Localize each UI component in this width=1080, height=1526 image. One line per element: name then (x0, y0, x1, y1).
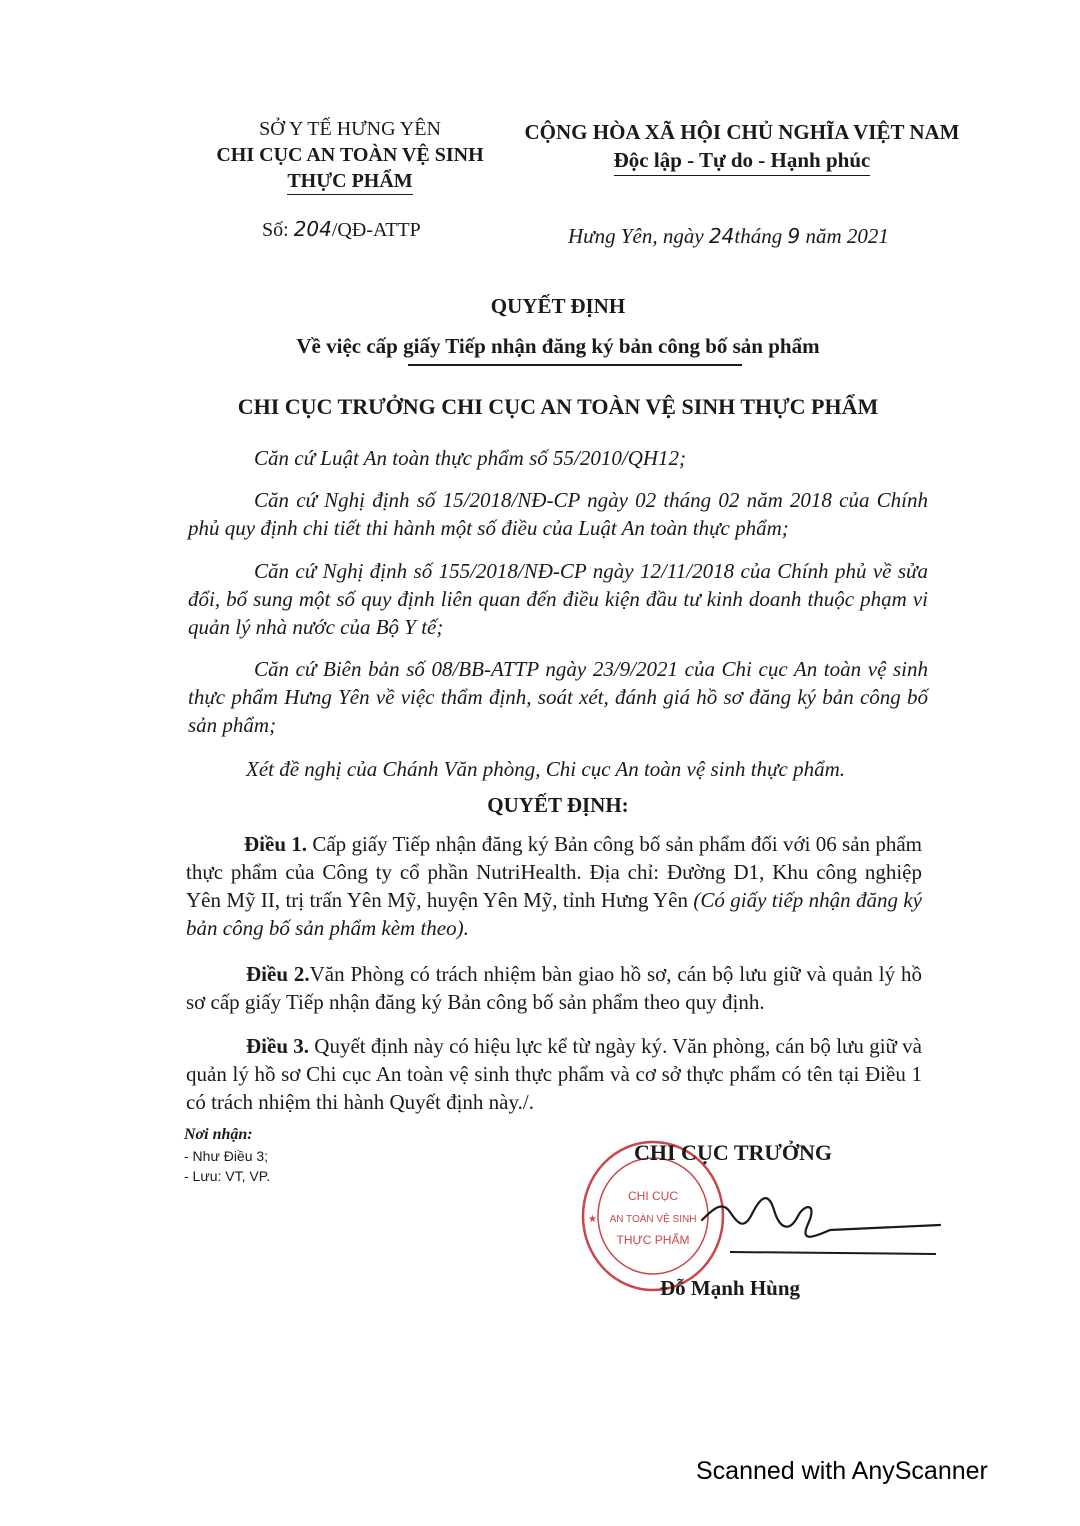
issuing-authority-title: CHI CỤC TRƯỞNG CHI CỤC AN TOÀN VỆ SINH THỰC PHẨM (237, 394, 879, 419)
handwritten-signature (700, 1180, 960, 1260)
preamble-item: Căn cứ Nghị định số 15/2018/NĐ-CP ngày 02 tháng 02 năm 2018 của Chính phủ quy định chi tiết thi hành một số điều của Luật An toàn thực phẩm; (188, 488, 928, 540)
article-1 (186, 830, 922, 942)
recipient-item: - Lưu: VT, VP. (184, 1168, 271, 1184)
document-number-prefix: Số: (262, 219, 294, 241)
article-note: (Có giấy tiếp nhận đăng ký bản công bố sản phẩm kèm theo). (186, 888, 922, 940)
article-text: Văn Phòng có trách nhiệm bàn giao hồ sơ, cán bộ lưu giữ và quản lý hồ sơ cấp giấy Tiếp nhận đăng ký Bản công bố sản phẩm theo quy định. (186, 962, 923, 1014)
article-label: Điều 2. (246, 962, 310, 986)
document-date (568, 224, 889, 249)
stamp-line3: THỰC PHẨM (616, 1233, 690, 1247)
stamp-line2: AN TOÀN VỆ SINH (609, 1214, 697, 1225)
preamble-item: Căn cứ Nghị định số 155/2018/NĐ-CP ngày 12/11/2018 của Chính phủ về sửa đổi, bổ sung một số quy định liên quan đến điều kiện đầu tư kinh doanh thuộc phạm vi quản lý nhà nước của Bộ Y tế; (188, 559, 928, 639)
decision-heading: QUYẾT ĐỊNH: (487, 793, 629, 817)
date-month: 9 (787, 224, 801, 248)
preamble-item: Xét đề nghị của Chánh Văn phòng, Chi cục An toàn vệ sinh thực phẩm. (246, 757, 845, 781)
document-number-handwritten: 204 (293, 217, 332, 241)
issuing-agency (190, 116, 510, 195)
subtitle-underline (408, 364, 742, 366)
document-number (262, 217, 421, 242)
scanner-watermark: Scanned with AnyScanner (696, 1457, 988, 1485)
date-day: 24 (708, 224, 735, 248)
signer-name: Đỗ Mạnh Hùng (660, 1276, 801, 1300)
svg-text:★: ★ (588, 1214, 597, 1225)
country-name: CỘNG HÒA XÃ HỘI CHỦ NGHĨA VIỆT NAM (524, 120, 960, 144)
recipients-title: Nơi nhận: (184, 1126, 253, 1143)
agency-parent: SỞ Y TẾ HƯNG YÊN (259, 118, 441, 140)
agency-name-line2: THỰC PHẨM (287, 168, 412, 195)
article-label: Điều 3. (246, 1034, 310, 1058)
article-text: Cấp giấy Tiếp nhận đăng ký Bản công bố sản phẩm đối với 06 sản phẩm thực phẩm của Công ty cổ phần NutriHealth. Địa chỉ: Đường D1, Khu công nghiệp Yên Mỹ II, trị trấn Yên Mỹ, huyện Yên Mỹ, tỉnh Hưng Yên (186, 832, 922, 912)
agency-name-line1: CHI CỤC AN TOÀN VỆ SINH (216, 144, 484, 166)
article-2 (186, 960, 922, 1016)
document-title: QUYẾT ĐỊNH (490, 294, 626, 318)
national-header (512, 118, 972, 176)
preamble-item: Căn cứ Biên bản số 08/BB-ATTP ngày 23/9/2021 của Chi cục An toàn vệ sinh thực phẩm Hưng Yên về việc thẩm định, soát xét, đánh giá hồ sơ đăng ký bản công bố sản phẩm; (188, 657, 928, 737)
document-number-suffix: /QĐ-ATTP (331, 219, 421, 241)
date-month-label: tháng (734, 224, 788, 248)
date-year: năm 2021 (800, 224, 889, 248)
recipient-item: - Như Điều 3; (184, 1148, 269, 1164)
document-subtitle: Về việc cấp giấy Tiếp nhận đăng ký bản công bố sản phẩm (296, 334, 820, 358)
stamp-line1: CHI CỤC (628, 1189, 678, 1203)
preamble-item: Căn cứ Luật An toàn thực phẩm số 55/2010/QH12; (254, 446, 687, 470)
signer-title: CHI CỤC TRƯỞNG (634, 1140, 833, 1165)
article-3 (186, 1032, 922, 1116)
date-place: Hưng Yên, ngày (568, 224, 709, 248)
article-text: Quyết định này có hiệu lực kể từ ngày ký. Văn phòng, cán bộ lưu giữ và quản lý hồ sơ Chi cục An toàn vệ sinh thực phẩm và cơ sở thực phẩm có tên tại Điều 1 có trách nhiệm thi hành Quyết định này./. (186, 1034, 922, 1114)
national-motto: Độc lập - Tự do - Hạnh phúc (614, 146, 871, 176)
article-label: Điều 1. (244, 832, 308, 856)
